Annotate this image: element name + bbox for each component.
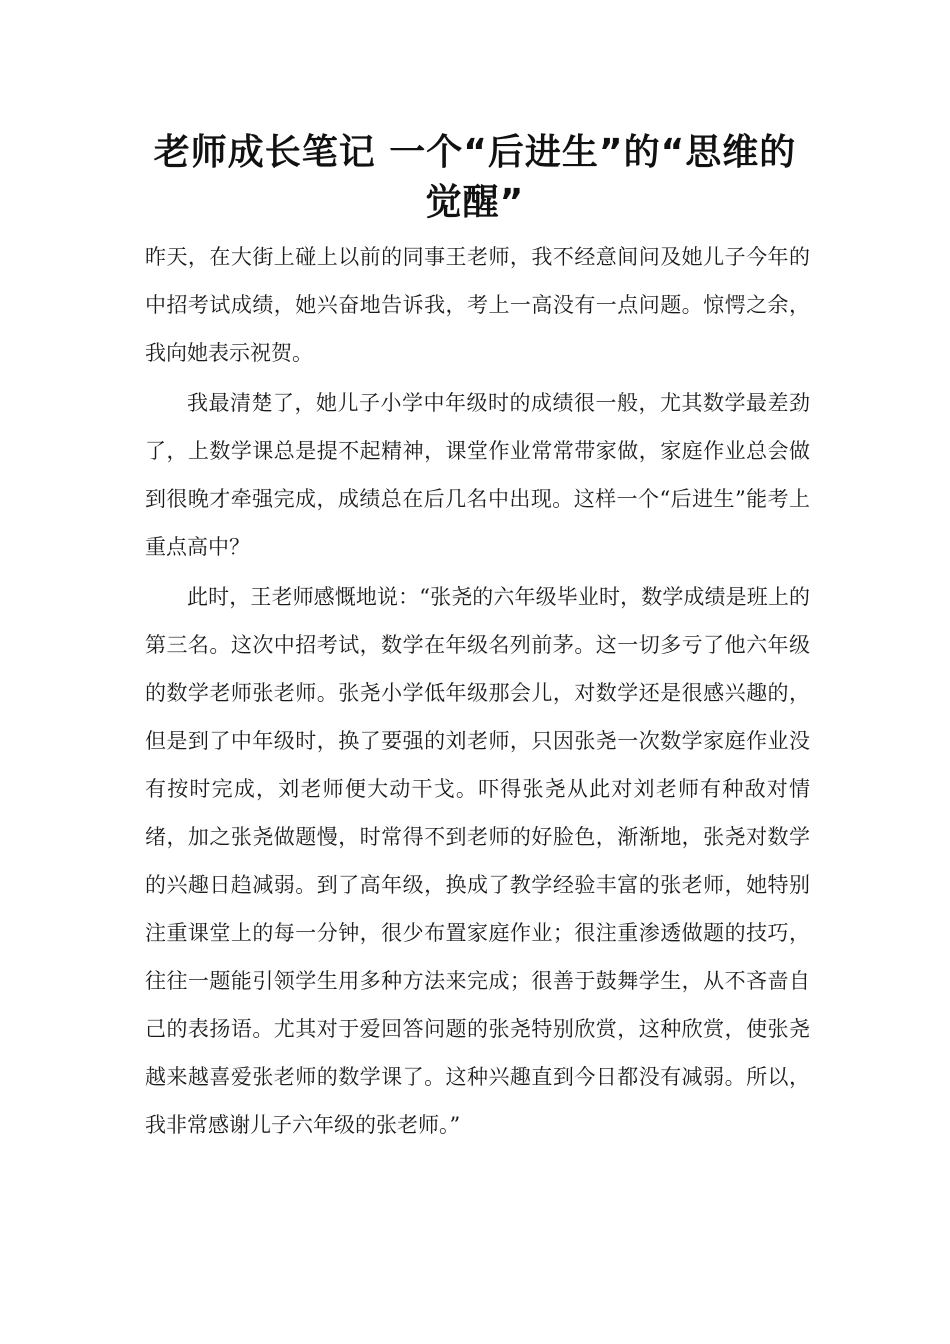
- paragraph-1: 昨天，在大街上碰上以前的同事王老师，我不经意间问及她儿子今年的中招考试成绩，她兴奋地告诉我，考上一高没有一点问题。惊愕之余，我向她表示祝贺。: [145, 245, 810, 365]
- paragraph-2: 我最清楚了，她儿子小学中年级时的成绩很一般，尤其数学最差劲了，上数学课总是提不起精神，课堂作业常常带家做，家庭作业总会做到很晚才牵强完成，成绩总在后几名中出现。这样一个“后进生”能考上重点高中？: [145, 391, 810, 559]
- document-body: [145, 233, 810, 1149]
- paragraph-3: 此时，王老师感慨地说：“张尧的六年级毕业时，数学成绩是班上的第三名。这次中招考试，数学在年级名列前茅。这一切多亏了他六年级的数学老师张老师。张尧小学低年级那会儿，对数学还是很感兴趣的，但是到了中年级时，换了要强的刘老师，只因张尧一次数学家庭作业没有按时完成，刘老师便大动干戈。吓得张尧从此对刘老师有种敌对情绪，加之张尧做题慢，时常得不到老师的好脸色，渐渐地，张尧对数学的兴趣日趋减弱。到了高年级，换成了教学经验丰富的张老师，她特别注重课堂上的每一分钟，很少布置家庭作业；很注重渗透做题的技巧，往往一题能引领学生用多种方法来完成；很善于鼓舞学生，从不吝啬自己的表扬语。尤其对于爱回答问题的张尧特别欣赏，这种欣赏，使张尧越来越喜爱张老师的数学课了。这种兴趣直到今日都没有减弱。所以，我非常感谢儿子六年级的张老师。”: [145, 585, 810, 1137]
- document-title: 老师成长笔记 一个“后进生”的“思维的觉醒”: [153, 132, 797, 223]
